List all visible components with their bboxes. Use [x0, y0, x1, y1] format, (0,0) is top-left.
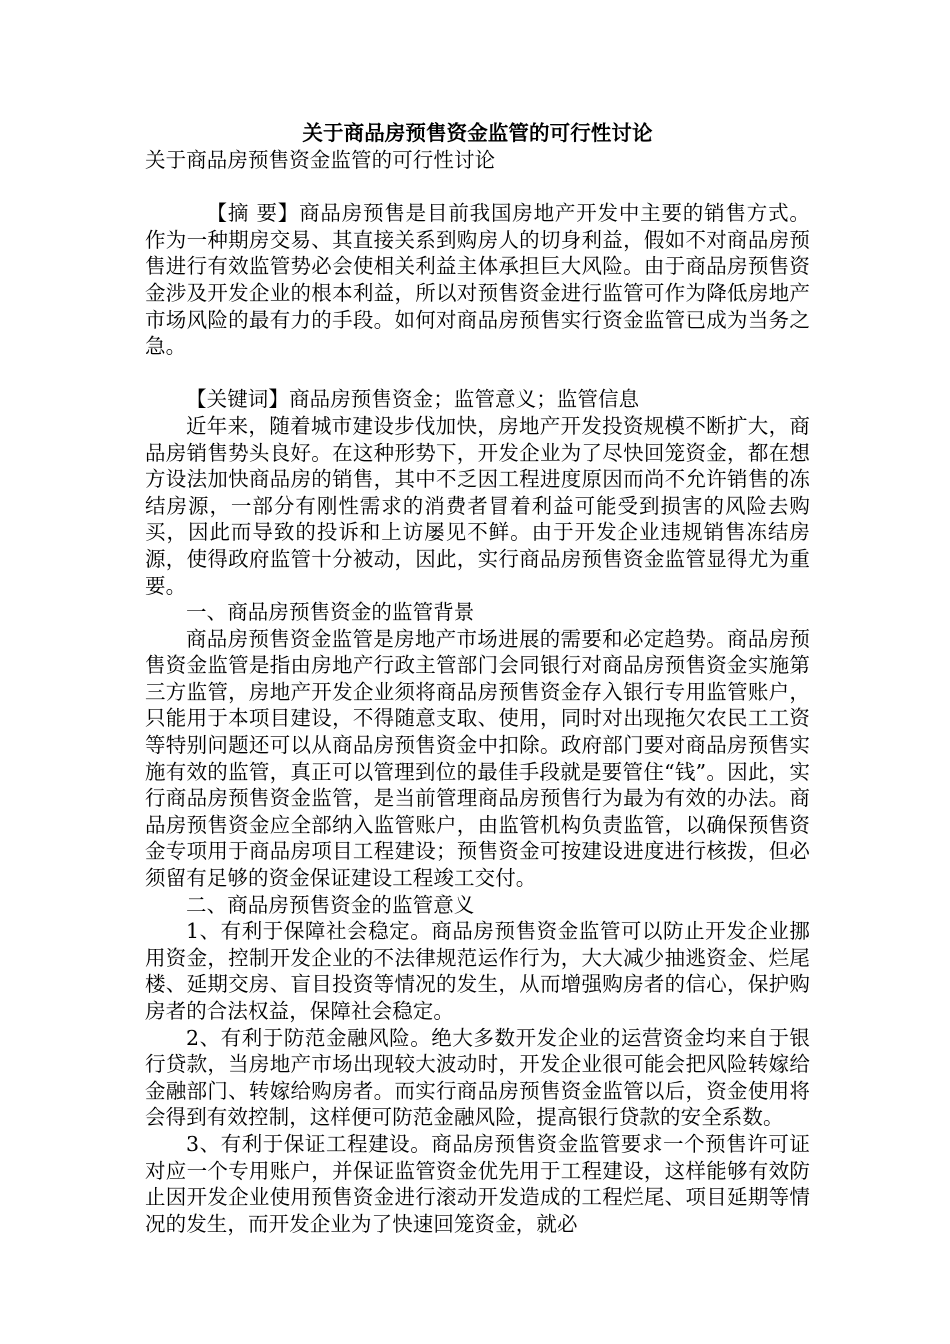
section-heading: 二、商品房预售资金的监管意义 — [186, 892, 475, 917]
blank-line — [145, 174, 810, 201]
body-paragraph: 商品房预售资金监管是房地产市场进展的需要和必定趋势。商品房预售资金监管是指由房地产行政主管部门会同银行对商品房预售资金实施第三方监管，房地产开发企业须将商品房预售资金存入银行专用监管账户，只能用于本项目建设，不得随意支取、使用，同时对出现拖欠农民工工资等特别问题还可以从商品房预售资金中扣除。政府部门要对商品房预售实施有效的监管，真正可以管理到位的最佳手段就是要管住“钱”。因此，实行商品房预售资金监管，是当前管理商品房预售行为最为有效的办法。商品房预售资金应全部纳入监管账户，由监管机构负责监管，以确保预售资金专项用于商品房项目工程建设；预售资金可按建设进度进行核拨，但必须留有足够的资金保证建设工程竣工交付。 — [145, 626, 810, 891]
body-paragraph: 3、有利于保证工程建设。商品房预售资金监管要求一个预售许可证对应一个专用账户，并保证监管资金优先用于工程建设，这样能够有效防止因开发企业使用预售资金进行滚动开发造成的工程烂尾、项目延期等情况的发生，而开发企业为了快速回笼资金，就必 — [145, 1131, 810, 1236]
abstract-paragraph: 【摘 要】商品房预售是目前我国房地产开发中主要的销售方式。作为一种期房交易、其直接关系到购房人的切身利益，假如不对商品房预售进行有效监管势必会使相关利益主体承担巨大风险。由于商品房预售资金涉及开发企业的根本利益，所以对预售资金进行监管可作为降低房地产市场风险的最有力的手段。如何对商品房预售实行资金监管已成为当务之急。 — [145, 201, 810, 359]
body-paragraph: 1、有利于保障社会稳定。商品房预售资金监管可以防止开发企业挪用资金，控制开发企业的不法律规范运作行为，大大减少抽逃资金、烂尾楼、延期交房、盲目投资等情况的发生，从而增强购房者的信心，保护购房者的合法权益，保障社会稳定。 — [145, 919, 810, 1023]
document-title: 关于商品房预售资金监管的可行性讨论 — [302, 121, 653, 145]
body-paragraph: 2、有利于防范金融风险。绝大多数开发企业的运营资金均来自于银行贷款，当房地产市场出现较大波动时，开发企业很可能会把风险转嫁给金融部门、转嫁给购房者。而实行商品房预售资金监管以后，资金使用将会得到有效控制，这样便可防范金融风险，提高银行贷款的安全系数。 — [145, 1025, 810, 1130]
document-subtitle: 关于商品房预售资金监管的可行性讨论 — [145, 148, 496, 172]
body-paragraph: 近年来，随着城市建设步伐加快，房地产开发投资规模不断扩大，商品房销售势头良好。在这种形势下，开发企业为了尽快回笼资金，都在想方设法加快商品房的销售，其中不乏因工程进度原因而尚不允许销售的冻结房源，一部分有刚性需求的消费者冒着利益可能受到损害的风险去购买，因此而导致的投诉和上访屡见不鲜。由于开发企业违规销售冻结房源，使得政府监管十分被动，因此，实行商品房预售资金监管显得尤为重要。 — [145, 413, 810, 598]
blank-line — [145, 360, 810, 387]
section-heading: 一、商品房预售资金的监管背景 — [186, 600, 475, 625]
document-body — [145, 119, 810, 1237]
keywords-line: 【关键词】商品房预售资金；监管意义；监管信息 — [186, 387, 640, 412]
